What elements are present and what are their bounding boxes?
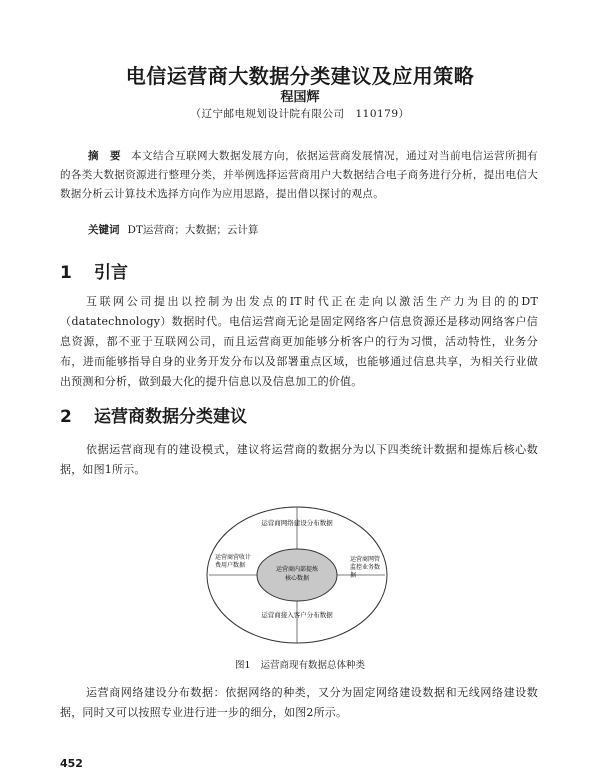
segment-right-label-line2: 监控业务数 — [350, 564, 381, 571]
section-1-paragraph: 互联网公司提出以控制为出发点的IT时代正在走向以激活生产力为目的的DT（datatechnology）数据时代。电信运营商无论是固定网络客户信息资源还是移动网络客户信息资源，都不亚于互联网公司，而且运营商更加能够分析客户的行为习惯，活动特性，业务分布，进而能够指导自身的业务开发分布以及部署重点区域，也能够通过信息共享，为相关行业做出预测和分析，做到最大化的提升信息以及信息加工的价值。 — [60, 295, 538, 388]
section-1-number: 1 — [60, 263, 72, 283]
author-name: 程国辉 — [280, 90, 320, 105]
section-2-paragraph: 依据运营商现有的建设模式，建议将运营商的数据分为以下四类统计数据和提炼后核心数据，如图1所示。 — [60, 443, 538, 476]
author-affiliation: （辽宁邮电规划设计院有限公司 110179） — [190, 108, 410, 120]
keywords-text: DT运营商；大数据；云计算 — [127, 224, 259, 236]
section-2-number: 2 — [60, 407, 72, 427]
segment-left-label-line2: 费用户数据 — [215, 562, 246, 569]
segment-left-label-line1: 运营商营收计 — [215, 554, 252, 561]
section-1-title: 引言 — [94, 263, 128, 283]
abstract-text: 本文结合互联网大数据发展方向，依据运营商发展情况，通过对当前电信运营所拥有的各类大数据资源进行整理分类，并举例选择运营商用户大数据结合电子商务进行分析，提出电信大数据分析云计算技术选择方向作为应用思路，提出借以探讨的观点。 — [60, 150, 538, 200]
section-2-title: 运营商数据分类建议 — [94, 407, 247, 427]
figure-caption — [0, 657, 600, 671]
figure-caption-text: 运营商现有数据总体种类 — [260, 660, 366, 671]
closing-paragraph: 运营商网络建设分布数据：依据网络的种类，又分为固定网络建设数据和无线网络建设数据，同时又可以按照专业进行进一步的细分，如图2所示。 — [60, 686, 538, 719]
section-1-heading — [60, 258, 128, 283]
center-label-line2: 核心数据 — [284, 575, 310, 582]
center-label-line1: 运营商内部提炼 — [275, 566, 319, 573]
page-number: 452 — [60, 757, 83, 770]
paper-title: 电信运营商大数据分类建议及应用策略 — [125, 64, 475, 88]
segment-bottom-label: 运营商接入客户分布数据 — [261, 611, 333, 619]
abstract-label: 摘 要 — [88, 150, 122, 162]
data-category-diagram — [205, 505, 389, 645]
section-2-heading — [60, 402, 247, 427]
segment-top-label: 运营商网络建设分布数据 — [261, 519, 333, 527]
keywords — [88, 222, 258, 237]
abstract — [60, 147, 538, 204]
keywords-label: 关键词 — [88, 224, 120, 236]
figure-caption-label: 图1 — [234, 660, 251, 671]
segment-right-label-line1: 运营商网管 — [350, 556, 381, 563]
segment-right-label-line3: 据 — [350, 572, 357, 579]
